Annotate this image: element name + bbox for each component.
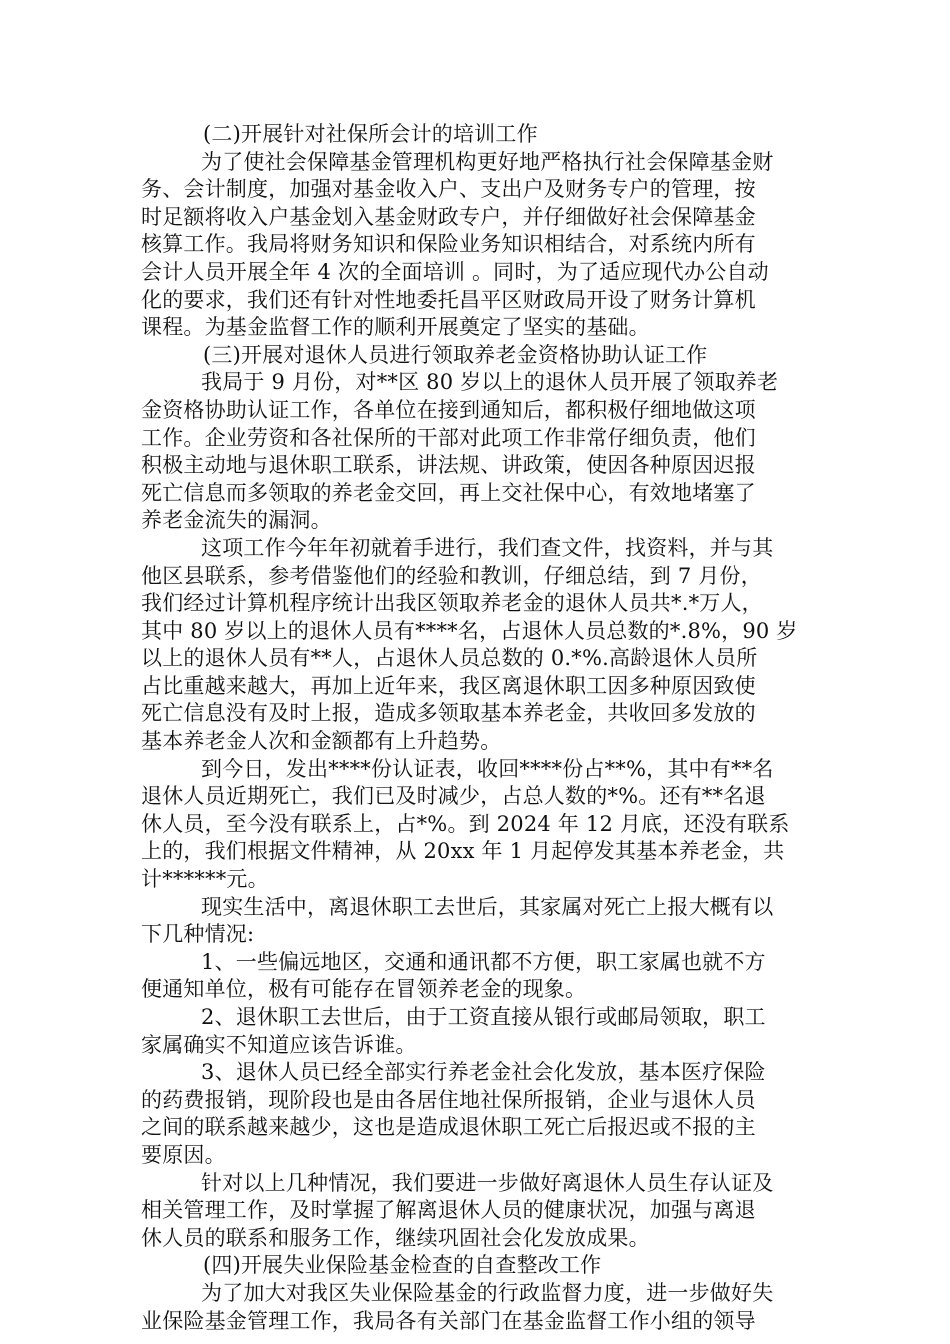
- text-line: 化的要求，我们还有针对性地委托昌平区财政局开设了财务计算机: [141, 287, 756, 312]
- text-line: 休人员的联系和服务工作，继续巩固社会化发放成果。: [141, 1225, 650, 1250]
- text-line: 死亡信息而多领取的养老金交回，再上交社保中心，有效地堵塞了: [141, 480, 756, 505]
- text-line: 我局于 9 月份，对**区 80 岁以上的退休人员开展了领取养老: [201, 370, 779, 395]
- text-line: 的药费报销，现阶段也是由各居住地社保所报销，企业与退休人员: [141, 1087, 756, 1112]
- text-line: 会计人员开展全年 4 次的全面培训 。同时，为了适应现代办公自动: [141, 259, 769, 284]
- text-line: 为了加大对我区失业保险基金的行政监督力度，进一步做好失: [201, 1280, 774, 1305]
- text-line: 下几种情况:: [141, 922, 255, 947]
- text-line: 这项工作今年年初就着手进行，我们查文件，找资料，并与其: [201, 535, 774, 560]
- text-line: 积极主动地与退休职工联系，讲法规、讲政策，使因各种原因迟报: [141, 453, 756, 478]
- text-line: 占比重越来越大，再加上近年来，我区离退休职工因多种原因致使: [141, 673, 756, 698]
- text-line: 计******元。: [141, 867, 269, 892]
- text-line: 务、会计制度，加强对基金收入户、支出户及财务专户的管理，按: [141, 177, 756, 202]
- section-heading: (三)开展对退休人员进行领取养老金资格协助认证工作: [203, 342, 708, 367]
- text-line: 其中 80 岁以上的退休人员有****名，占退休人员总数的*.8%，90 岁: [141, 618, 798, 643]
- section-heading: (四)开展失业保险基金检查的自查整改工作: [203, 1253, 602, 1278]
- text-line: 便通知单位，极有可能存在冒领养老金的现象。: [141, 977, 587, 1002]
- text-line: 1、一些偏远地区，交通和通讯都不方便，职工家属也就不方: [201, 949, 766, 974]
- text-line: 养老金流失的漏洞。: [141, 508, 332, 533]
- text-line: 我们经过计算机程序统计出我区领取养老金的退休人员共*.*万人，: [141, 591, 763, 616]
- text-line: 家属确实不知道应该告诉谁。: [141, 1032, 417, 1057]
- text-line: 基本养老金人次和金额都有上升趋势。: [141, 729, 502, 754]
- text-line: 课程。为基金监督工作的顺利开展奠定了坚实的基础。: [141, 315, 650, 340]
- text-line: 工作。企业劳资和各社保所的干部对此项工作非常仔细负责，他们: [141, 425, 756, 450]
- text-line: 到今日，发出****份认证表，收回****份占**%，其中有**名: [201, 756, 774, 781]
- text-line: 2、退休职工去世后，由于工资直接从银行或邮局领取，职工: [201, 1005, 766, 1029]
- text-line: 时足额将收入户基金划入基金财政专户，并仔细做好社会保障基金: [141, 204, 756, 229]
- text-line: 3、退休人员已经全部实行养老金社会化发放，基本医疗保险: [201, 1060, 766, 1085]
- text-line: 核算工作。我局将财务知识和保险业务知识相结合，对系统内所有: [141, 232, 756, 257]
- text-line: 之间的联系越来越少，这也是造成退休职工死亡后报迟或不报的主: [141, 1115, 756, 1140]
- text-line: 现实生活中，离退休职工去世后，其家属对死亡上报大概有以: [201, 894, 774, 919]
- text-line: 以上的退休人员有**人，占退休人员总数的 0.*%.高龄退休人员所: [141, 646, 758, 671]
- text-line: 金资格协助认证工作，各单位在接到通知后，都积极仔细地做这项: [141, 397, 756, 422]
- text-line: 业保险基金管理工作，我局各有关部门在基金监督工作小组的领导: [141, 1308, 756, 1333]
- text-line: 要原因。: [141, 1142, 226, 1167]
- text-line: 相关管理工作，及时掌握了解离退休人员的健康状况，加强与离退: [141, 1198, 756, 1223]
- text-line: 休人员，至今没有联系上，占*%。到 2024 年 12 月底，还没有联系: [141, 811, 790, 836]
- text-line: 死亡信息没有及时上报，造成多领取基本养老金，共收回多发放的: [141, 701, 756, 726]
- text-line: 针对以上几种情况，我们要进一步做好离退休人员生存认证及: [201, 1170, 774, 1195]
- section-heading: (二)开展针对社保所会计的培训工作: [203, 122, 538, 146]
- text-line: 他区县联系，参考借鉴他们的经验和教训，仔细总结，到 7 月份，: [141, 563, 762, 588]
- document-page: [141, 121, 809, 1335]
- text-line: 上的，我们根据文件精神，从 20xx 年 1 月起停发其基本养老金，共: [141, 839, 785, 864]
- text-line: 退休人员近期死亡，我们已及时减少，占总人数的*%。还有**名退: [141, 784, 766, 809]
- text-line: 为了使社会保障基金管理机构更好地严格执行社会保障基金财: [201, 149, 774, 174]
